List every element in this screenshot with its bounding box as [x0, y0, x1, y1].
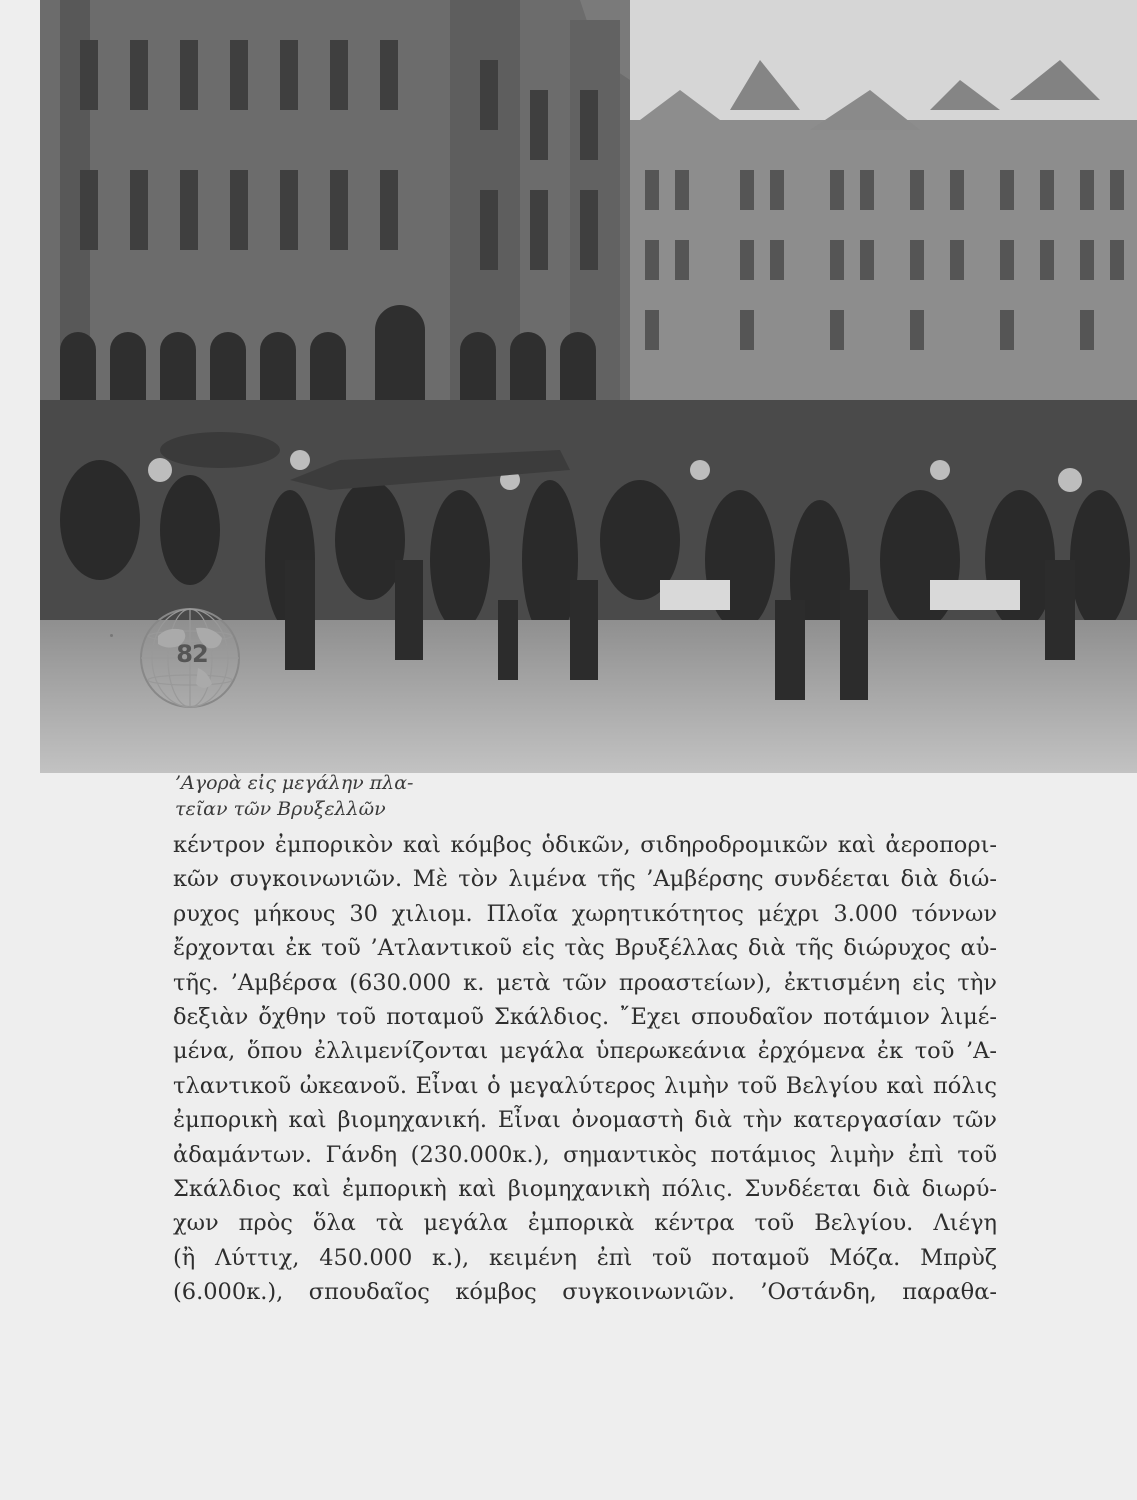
- text-line: κῶν συγκοινωνιῶν. Μὲ τὸν λιμένα τῆς ’Αμβέρσης συνδέεται διὰ διώ-: [173, 866, 997, 893]
- text-line: ἀδαμάντων. Γάνδη (230.000κ.), σημαντικὸς ποτάμιος λιμὴν ἐπὶ τοῦ: [173, 1141, 997, 1168]
- text-line: τλαντικοῦ ὠκεανοῦ. Εἶναι ὁ μεγαλύτερος λιμὴν τοῦ Βελγίου καὶ πόλις: [173, 1072, 997, 1099]
- text-line: (6.000κ.), σπουδαῖος κόμβος συγκοινωνιῶν. ’Οστάνδη, παραθα-: [173, 1279, 997, 1306]
- text-line: δεξιὰν ὄχθην τοῦ ποταμοῦ Σκάλδιος. ῎Εχει σπουδαῖον ποτάμιον λιμέ-: [173, 1003, 997, 1030]
- text-line: μένα, ὅπου ἐλλιμενίζονται μεγάλα ὑπερωκεάνια ἐρχόμενα ἐκ τοῦ ’Α-: [173, 1038, 997, 1065]
- paper-speck: [110, 634, 113, 637]
- text-line: τῆς. ’Αμβέρσα (630.000 κ. μετὰ τῶν προαστείων), ἐκτισμένη εἰς τὴν: [173, 969, 997, 996]
- text-line: (ἢ Λύττιχ, 450.000 κ.), κειμένη ἐπὶ τοῦ ποταμοῦ Μόζα. Μπρὺζ: [173, 1244, 997, 1271]
- text-line: χων πρὸς ὅλα τὰ μεγάλα ἐμπορικὰ κέντρα τοῦ Βελγίου. Λιέγη: [173, 1210, 997, 1237]
- text-line: ρυχος μήκους 30 χιλιομ. Πλοῖα χωρητικότητος μέχρι 3.000 τόννων: [173, 900, 997, 927]
- text-line: Σκάλδιος καὶ ἐμπορικὴ καὶ βιομηχανικὴ πόλις. Συνδέεται διὰ διωρύ-: [173, 1175, 997, 1202]
- page-number: 82: [176, 640, 208, 668]
- caption-line: ’Αγορὰ εἰς μεγάλην πλα-: [175, 772, 414, 794]
- text-line: κέντρον ἐμπορικὸν καὶ κόμβος ὁδικῶν, σιδηροδρομικῶν καὶ ἀεροπορι-: [173, 832, 997, 858]
- text-line: ἔρχονται ἐκ τοῦ ’Ατλαντικοῦ εἰς τὰς Βρυξέλλας διὰ τῆς διώρυχος αὐ-: [173, 935, 997, 962]
- photo-caption: [175, 770, 475, 822]
- text-line: ἐμπορικὴ καὶ βιομηχανική. Εἶναι ὀνομαστὴ διὰ τὴν κατεργασίαν τῶν: [173, 1107, 997, 1134]
- caption-line: τεῖαν τῶν Βρυξελλῶν: [175, 798, 386, 820]
- body-paragraph: [173, 828, 997, 1309]
